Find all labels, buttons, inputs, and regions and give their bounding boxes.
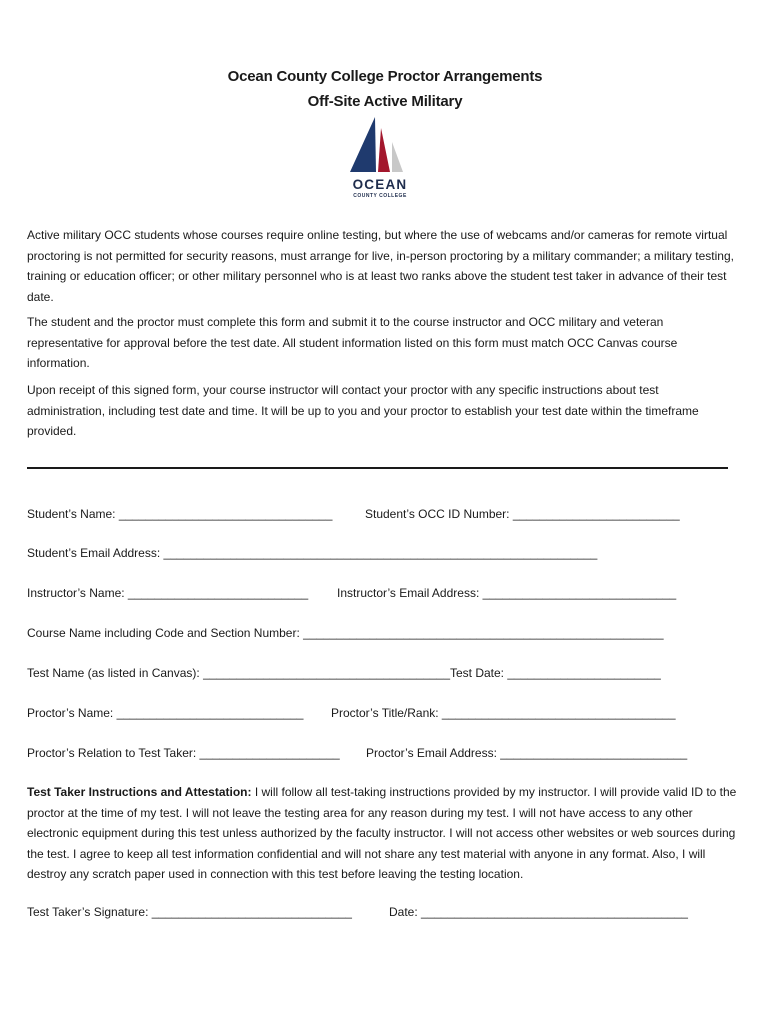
attestation-paragraph	[27, 782, 739, 885]
section-divider	[27, 467, 728, 469]
course-name-field[interactable]: Course Name including Code and Section Number: ______________________________________________________	[27, 626, 664, 640]
logo-wordmark: OCEAN	[352, 177, 408, 192]
form-subtitle: Off-Site Active Military	[307, 93, 463, 110]
gray-sail	[392, 142, 403, 172]
date-field[interactable]: Date: ________________________________________	[389, 905, 688, 919]
form-title: Ocean County College Proctor Arrangements	[227, 68, 543, 85]
proctor-name-field[interactable]: Proctor’s Name: ____________________________	[27, 706, 304, 720]
intro-paragraph-3: Upon receipt of this signed form, your course instructor will contact your proctor with any specific instructions about test administration, including test date and time. It will be up to you and your proctor to establish your test date within the timeframe provided.	[27, 383, 699, 438]
attestation-body: I will follow all test-taking instructions provided by my instructor. I will provide valid ID to the proctor at the time of my test. I will not leave the testing area for any reason during my test. I will not have access to any other electronic equipment during this test unless authorized by the faculty instructor. I will not access other websites or web sources during the test. I agree to keep all test information confidential and will not share any test material with anyone in any format. Also, I will destroy any scratch paper used in connection with this test before leaving the testing location.	[27, 785, 737, 881]
test-name-field[interactable]: Test Name (as listed in Canvas): _____________________________________Test Date: _______________________	[27, 666, 661, 680]
logo-subtext: COUNTY COLLEGE	[353, 193, 407, 199]
intro-paragraph-2: The student and the proctor must complete this form and submit it to the course instructor and OCC military and veteran representative for approval before the test date. All student information listed on this form must match OCC Canvas course information.	[27, 315, 678, 370]
navy-sail	[350, 117, 376, 172]
intro-paragraph-1: Active military OCC students whose courses require online testing, but where the use of webcams and/or cameras for remote virtual proctoring is not permitted for security reasons, must arrange for live, in-person proctoring by a military commander; a military testing, training or education officer; or other military personnel who is at least two ranks above the student test taker in advance of their test date.	[27, 228, 734, 304]
student-id-field[interactable]: Student’s OCC ID Number: _________________________	[365, 507, 680, 521]
proctor-title-field[interactable]: Proctor’s Title/Rank: ___________________________________	[331, 706, 676, 720]
student-email-field[interactable]: Student’s Email Address: _________________________________________________________________	[27, 546, 598, 560]
red-sail	[378, 128, 390, 172]
instructor-name-field[interactable]: Instructor’s Name: ___________________________	[27, 586, 309, 600]
sails-icon	[345, 114, 415, 176]
instructor-email-field[interactable]: Instructor’s Email Address: _____________________________	[337, 586, 677, 600]
attestation-heading: Test Taker Instructions and Attestation:	[27, 785, 252, 799]
student-name-field[interactable]: Student’s Name: ________________________________	[27, 507, 333, 521]
proctor-email-field[interactable]: Proctor’s Email Address: ____________________________	[366, 746, 688, 760]
signature-field[interactable]: Test Taker’s Signature: ______________________________	[27, 905, 352, 919]
proctor-relation-field[interactable]: Proctor’s Relation to Test Taker: _____________________	[27, 746, 340, 760]
